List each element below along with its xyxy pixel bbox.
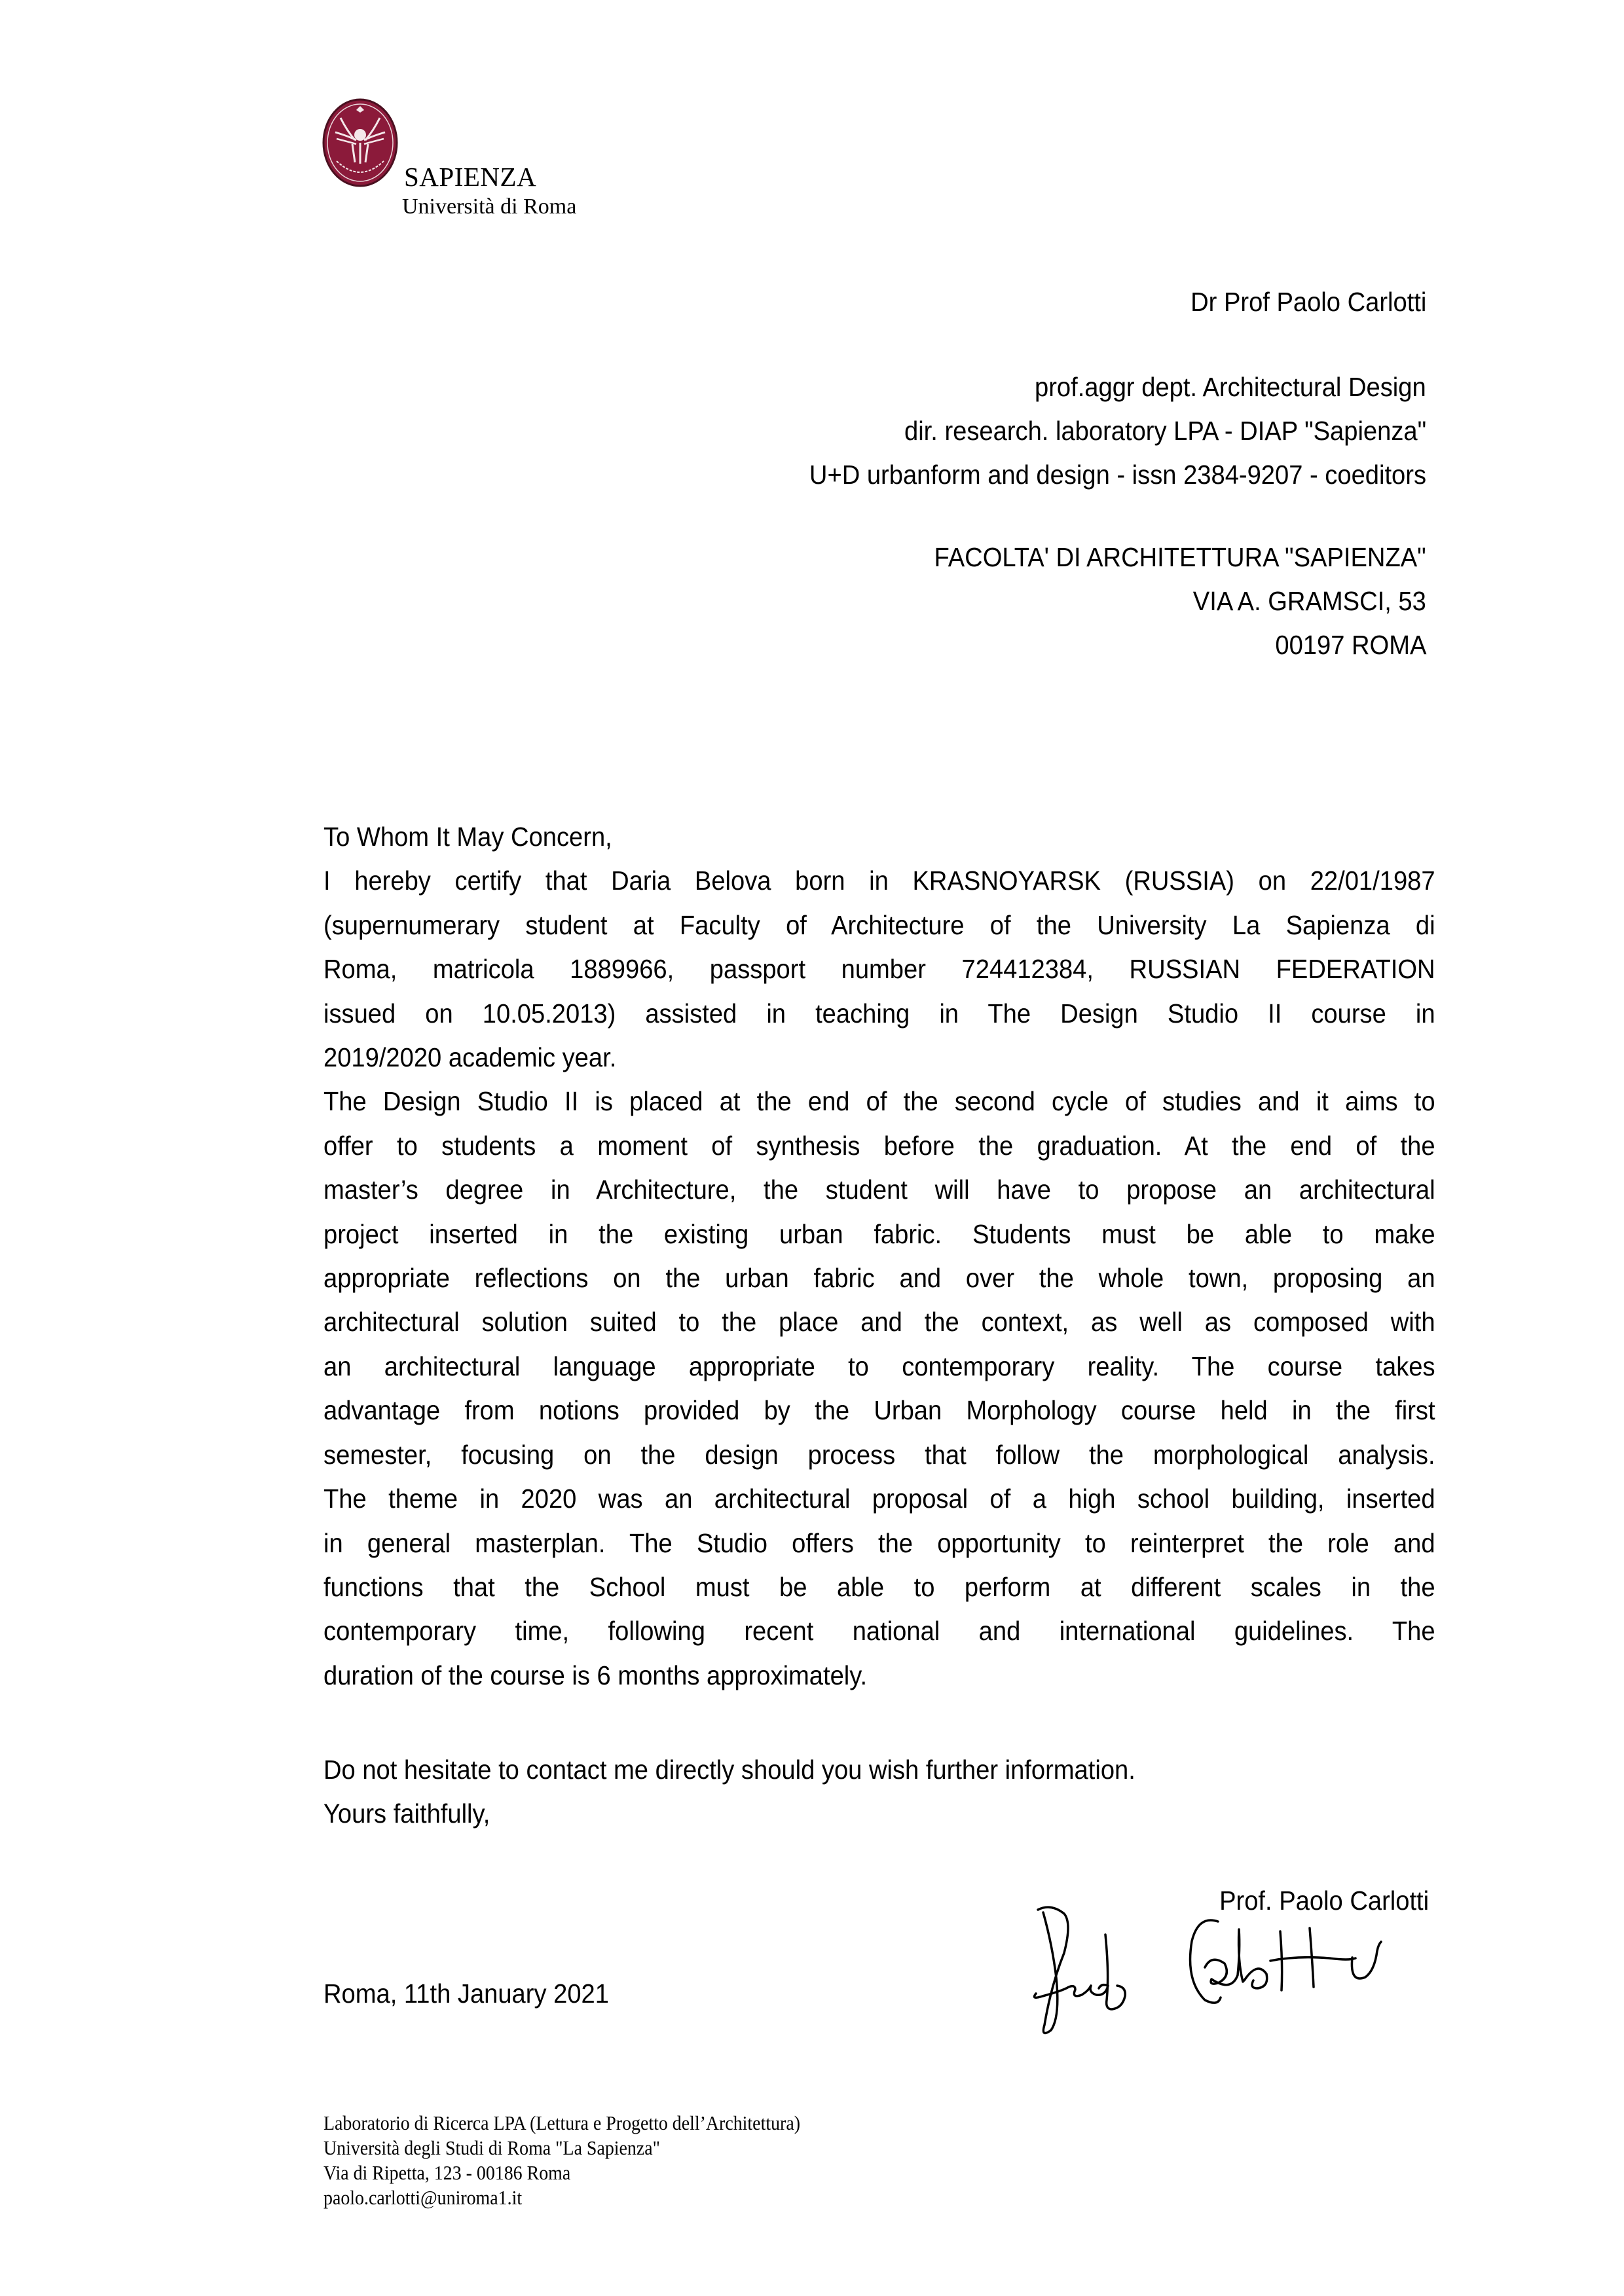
contact-line: Do not hesitate to contact me directly should you wish further information. — [323, 1755, 1135, 1785]
footer — [323, 2111, 853, 2210]
footer-lab: Laboratorio di Ricerca LPA (Lettura e Progetto dell’Architettura) — [323, 2111, 801, 2134]
paragraph-line: in general masterplan. The Studio offers the opportunity to reinterpret the role and — [323, 1527, 1435, 1558]
salutation: To Whom It May Concern, — [323, 822, 612, 852]
paragraph-line: functions that the School must be able to perform at different scales in the — [323, 1571, 1435, 1602]
sender-title: prof.aggr dept. Architectural Design — [1035, 372, 1426, 402]
sender-address-line: FACOLTA' DI ARCHITETTURA "SAPIENZA" — [934, 542, 1426, 572]
paragraph-line: 2019/2020 academic year. — [323, 1042, 617, 1073]
sapienza-seal-icon — [322, 98, 398, 187]
closing: Yours faithfully, — [323, 1798, 490, 1829]
paragraph-line: project inserted in the existing urban fabric. Students must be able to make — [323, 1218, 1435, 1249]
paragraph-line: Roma, matricola 1889966, passport number 724412384, RUSSIAN FEDERATION — [323, 954, 1435, 985]
paragraph-line: duration of the course is 6 months approximately. — [323, 1660, 868, 1690]
place-date: Roma, 11th January 2021 — [323, 1978, 609, 2009]
sender-name: Dr Prof Paolo Carlotti — [1190, 287, 1426, 317]
paragraph-line: an architectural language appropriate to contemporary reality. The course takes — [323, 1351, 1435, 1381]
paragraph-line: issued on 10.05.2013) assisted in teaching in The Design Studio II course in — [323, 998, 1435, 1029]
paragraph-line: I hereby certify that Daria Belova born in KRASNOYARSK (RUSSIA) on 22/01/1987 — [323, 866, 1435, 896]
paragraph-line: appropriate reflections on the urban fabric and over the whole town, proposing an — [323, 1263, 1435, 1294]
paragraph-line: The theme in 2020 was an architectural proposal of a high school building, inserted — [323, 1484, 1435, 1514]
paragraph-line: The Design Studio II is placed at the end of the second cycle of studies and it aims to — [323, 1086, 1435, 1117]
footer-email: paolo.carlotti@uniroma1.it — [323, 2186, 523, 2209]
signatory-name: Prof. Paolo Carlotti — [1219, 1886, 1429, 1916]
paragraph-line: contemporary time, following recent national and international guidelines. The — [323, 1616, 1435, 1647]
paragraph-line: master’s degree in Architecture, the student will have to propose an architectural — [323, 1175, 1435, 1205]
paragraph-line: semester, focusing on the design process that follow the morphological analysis. — [323, 1439, 1435, 1470]
paragraph-line: advantage from notions provided by the Urban Morphology course held in the first — [323, 1395, 1435, 1426]
sender-title: U+D urbanform and design - issn 2384-9207 - coeditors — [809, 460, 1426, 490]
footer-university: Università degli Studi di Roma "La Sapienza" — [323, 2136, 661, 2159]
paragraph-line: offer to students a moment of synthesis before the graduation. At the end of the — [323, 1130, 1435, 1161]
sender-address-line: 00197 ROMA — [1274, 630, 1426, 660]
brand-subtitle: Università di Roma — [402, 194, 577, 219]
handwritten-signature-icon — [1022, 1895, 1473, 2046]
sender-address-line: VIA A. GRAMSCI, 53 — [1192, 586, 1426, 616]
paragraph-line: (supernumerary student at Faculty of Architecture of the University La Sapienza di — [323, 909, 1435, 940]
letter-body — [323, 815, 1435, 1698]
brand-name: SAPIENZA — [404, 162, 537, 192]
sender-title: dir. research. laboratory LPA - DIAP "Sapienza" — [904, 416, 1426, 446]
footer-address: Via di Ripetta, 123 - 00186 Roma — [323, 2161, 571, 2184]
paragraph-line: architectural solution suited to the place and the context, as well as composed with — [323, 1307, 1435, 1338]
